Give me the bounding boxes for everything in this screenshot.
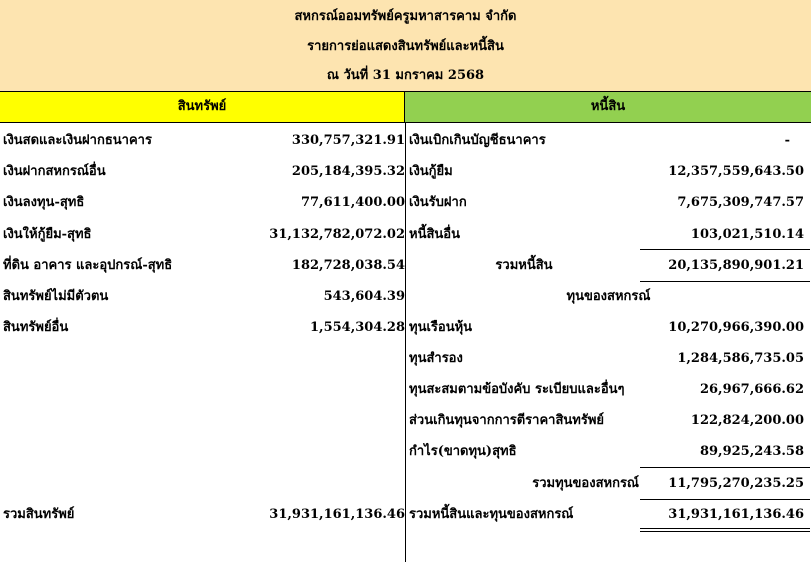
equity-row <box>0 343 811 374</box>
asset-amount: 1,554,304.28 <box>310 320 405 335</box>
liability-amount: 12,357,559,643.50 <box>668 164 804 179</box>
equity-row <box>0 405 811 436</box>
asset-amount: 330,757,321.91 <box>291 133 405 148</box>
equity-label: ทุนสำรอง <box>409 351 463 366</box>
report-title: รายการย่อแสดงสินทรัพย์และหนี้สิน <box>307 39 504 54</box>
total-equity-label: รวมทุนของสหกรณ์ <box>532 476 639 491</box>
liability-row <box>0 125 811 156</box>
asset-label: เงินลงทุน-สุทธิ <box>3 195 85 210</box>
asset-label: สินทรัพย์ไม่มีตัวตน <box>3 289 109 304</box>
liability-label: เงินรับฝาก <box>409 195 467 210</box>
equity-label: ทุนสะสมตามข้อบังคับ ระเบียบและอื่นๆ <box>409 382 625 397</box>
liability-amount: - <box>784 133 790 148</box>
total-liabilities-row <box>0 250 811 281</box>
equity-amount: 89,925,243.58 <box>699 444 804 459</box>
liability-amount: 103,021,510.14 <box>690 227 804 242</box>
asset-amount: 182,728,038.54 <box>291 258 405 273</box>
cooperative-name: สหกรณ์ออมทรัพย์ครูมหาสารคาม จำกัด <box>294 9 517 24</box>
equity-row <box>0 312 811 343</box>
liability-label: หนี้สินอื่น <box>409 227 460 242</box>
liability-row <box>0 187 811 218</box>
liability-row <box>0 156 811 187</box>
asset-label: เงินสดและเงินฝากธนาคาร <box>3 133 152 148</box>
equity-amount: 122,824,200.00 <box>690 413 804 428</box>
liability-row <box>0 219 811 250</box>
report-date: ณ วันที่ 31 มกราคม 2568 <box>326 68 485 83</box>
total-assets-amount: 31,931,161,136.46 <box>269 507 405 522</box>
equity-label: ส่วนเกินทุนจากการตีราคาสินทรัพย์ <box>409 413 604 428</box>
grand-total-label: รวมหนี้สินและทุนของสหกรณ์ <box>409 507 574 522</box>
liability-label: เงินกู้ยืม <box>409 164 453 179</box>
assets-column-header: สินทรัพย์ <box>0 92 405 123</box>
grand-total-row <box>0 499 811 530</box>
equity-label: กำไร(ขาดทุน)สุทธิ <box>409 444 517 459</box>
asset-label: เงินให้กู้ยืม-สุทธิ <box>3 227 92 242</box>
liabilities-column-header: หนี้สิน <box>405 92 811 123</box>
equity-label: ทุนเรือนหุ้น <box>409 320 473 335</box>
asset-amount: 31,132,782,072.02 <box>269 227 405 242</box>
total-equity-row <box>0 468 811 499</box>
equity-amount: 1,284,586,735.05 <box>677 351 804 366</box>
total-equity-amount: 11,795,270,235.25 <box>668 476 804 491</box>
equity-heading: ทุนของสหกรณ์ <box>566 289 651 304</box>
equity-row <box>0 436 811 467</box>
report-header <box>0 0 811 92</box>
equity-amount: 26,967,666.62 <box>699 382 804 397</box>
liability-label: เงินเบิกเกินบัญชีธนาคาร <box>409 133 546 148</box>
equity-row <box>0 374 811 405</box>
grand-total-amount: 31,931,161,136.46 <box>668 507 804 522</box>
total-assets-label: รวมสินทรัพย์ <box>3 507 75 522</box>
double-underline <box>640 528 810 529</box>
liability-amount: 7,675,309,747.57 <box>677 195 804 210</box>
total-liabilities-label: รวมหนี้สิน <box>495 258 553 273</box>
asset-amount: 77,611,400.00 <box>300 195 405 210</box>
double-underline <box>640 531 810 532</box>
asset-label: เงินฝากสหกรณ์อื่น <box>3 164 106 179</box>
equity-amount: 10,270,966,390.00 <box>668 320 804 335</box>
asset-label: สินทรัพย์อื่น <box>3 320 69 335</box>
asset-row <box>0 281 405 312</box>
equity-heading-row <box>406 281 811 312</box>
asset-amount: 543,604.39 <box>323 289 405 304</box>
total-liabilities-amount: 20,135,890,901.21 <box>668 258 804 273</box>
asset-amount: 205,184,395.32 <box>291 164 405 179</box>
asset-label: ที่ดิน อาคาร และอุปกรณ์-สุทธิ <box>3 258 173 273</box>
